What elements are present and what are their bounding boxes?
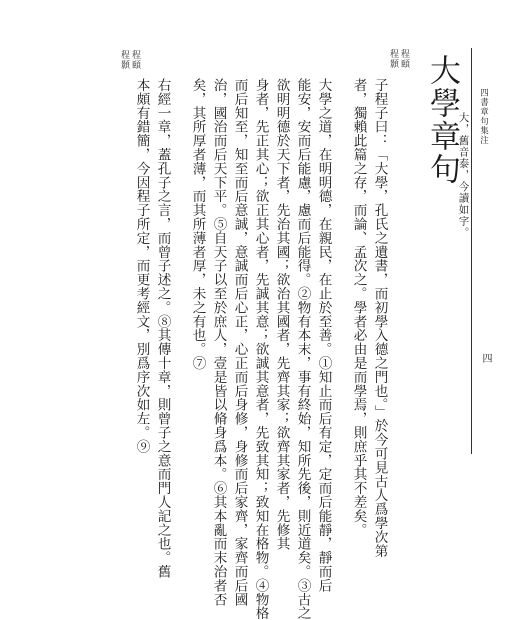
book-label: 四書章句集注 [478,88,489,145]
text-column: 者，獨賴此篇之存，而論、孟次之。學者必由是而學焉，則庶乎其不差矣。 [350,78,367,537]
text-column: 治，國治而后天下平。⑤自天子以至於庶人，壹是皆以脩身爲本。⑥其本亂而末治者否 [210,78,227,607]
commentator-label: 程顥 [388,49,398,69]
commentator-label: 程顥 [119,50,129,70]
text-column: 能安，安而后能慮，慮而后能得。②物有本末，事有終始，知所先後，則近道矣。③古之 [294,78,311,620]
commentator-label: 程頤 [399,49,409,69]
text-column: 而后知至，知至而后意誠，意誠而后心正，心正而后身修，身修而后家齊，家齊而后國 [231,78,248,607]
title-note: 大，舊音泰，今讀如字。 [457,112,470,239]
text-column: 矣，其所厚者薄，而其所薄者厚，未之有也。⑦ [189,78,206,370]
text-column: 本頗有錯簡，今因程子所定，而更考經文，別爲序次如左。⑨ [133,78,150,454]
chapter-title: 大學章句 [424,54,460,186]
page-number: 四 [480,353,491,363]
text-column: 右經一章，蓋孔子之言，而曾子述之。⑧其傳十章，則曾子之意而門人記之也。舊 [154,78,171,579]
text-column: 欲明明德於天下者，先治其國；欲治其國者，先齊其家；欲齊其家者，先修其 [273,78,290,551]
text-column: 大學之道，在明明德，在親民，在止於至善。①知止而后有定，定而后能靜，靜而后 [315,78,332,593]
text-column: 子程子曰：「大學，孔氏之遺書，而初學入德之門也。」於今可見古人爲學次第 [371,78,388,558]
commentator-label: 程頤 [130,50,140,70]
text-column: 身者，先正其心；欲正其心者，先誠其意；欲誠其意者，先致其知；致知在格物。④物格 [252,78,269,620]
right-border-line [471,48,472,454]
